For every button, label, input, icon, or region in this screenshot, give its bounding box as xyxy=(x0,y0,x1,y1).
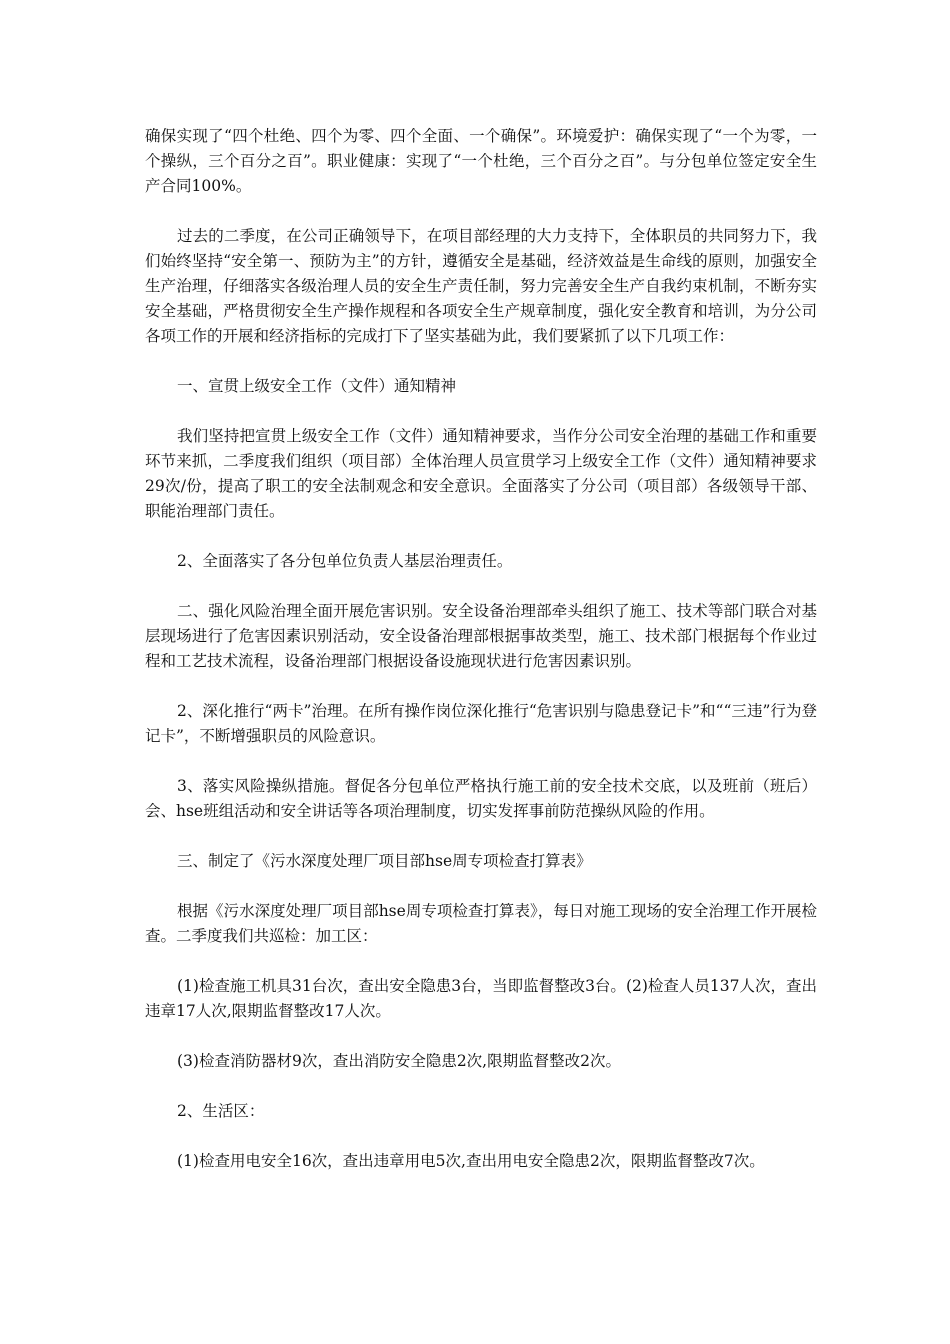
section-heading-3: 三、制定了《污水深度处理厂项目部hse周专项检查打算表》 xyxy=(177,852,592,870)
paragraph-3: 我们坚持把宣贯上级安全工作（文件）通知精神要求，当作分公司安全治理的基础工作和重要环节来抓，二季度我们组织（项目部）全体治理人员宣贯学习上级安全工作（文件）通知精神要求29次/份，提高了职工的安全法制观念和安全意识。全面落实了分公司（项目部）各级领导干部、职能治理部门责任。 xyxy=(145,427,817,520)
section-heading-1: 一、宣贯上级安全工作（文件）通知精神 xyxy=(177,377,457,395)
paragraph-12: (1)检查用电安全16次，查出违章用电5次,查出用电安全隐患2次，限期监督整改7次。 xyxy=(177,1152,765,1170)
paragraph-9: (1)检查施工机具31台次，查出安全隐患3台，当即监督整改3台。(2)检查人员137人次，查出违章17人次,限期监督整改17人次。 xyxy=(145,977,817,1020)
paragraph-1: 确保实现了“四个杜绝、四个为零、四个全面、一个确保”。环境爱护：确保实现了“一个为零，一个操纵，三个百分之百”。职业健康：实现了“一个杜绝，三个百分之百”。与分包单位签定安全生产合同100%。 xyxy=(145,127,817,195)
paragraph-4: 2、全面落实了各分包单位负责人基层治理责任。 xyxy=(177,552,513,570)
paragraph-7: 3、落实风险操纵措施。督促各分包单位严格执行施工前的安全技术交底，以及班前（班后）会、hse班组活动和安全讲话等各项治理制度，切实发挥事前防范操纵风险的作用。 xyxy=(145,777,817,820)
paragraph-11: 2、生活区： xyxy=(177,1102,265,1120)
paragraph-5: 二、强化风险治理全面开展危害识别。安全设备治理部牵头组织了施工、技术等部门联合对基层现场进行了危害因素识别活动，安全设备治理部根据事故类型，施工、技术部门根据每个作业过程和工艺技术流程，设备治理部门根据设备设施现状进行危害因素识别。 xyxy=(145,602,817,670)
document-body xyxy=(145,124,817,1199)
paragraph-8: 根据《污水深度处理厂项目部hse周专项检查打算表》，每日对施工现场的安全治理工作开展检查。二季度我们共巡检：加工区： xyxy=(145,902,817,945)
paragraph-10: (3)检查消防器材9次，查出消防安全隐患2次,限期监督整改2次。 xyxy=(177,1052,621,1070)
paragraph-6: 2、深化推行“两卡”治理。在所有操作岗位深化推行“危害识别与隐患登记卡”和““三违”行为登记卡”，不断增强职员的风险意识。 xyxy=(145,702,817,745)
paragraph-2: 过去的二季度，在公司正确领导下，在项目部经理的大力支持下，全体职员的共同努力下，我们始终坚持“安全第一、预防为主”的方针，遵循安全是基础，经济效益是生命线的原则，加强安全生产治理，仔细落实各级治理人员的安全生产责任制，努力完善安全生产自我约束机制，不断夯实安全基础，严格贯彻安全生产操作规程和各项安全生产规章制度，强化安全教育和培训，为分公司各项工作的开展和经济指标的完成打下了坚实基础为此，我们要紧抓了以下几项工作： xyxy=(145,227,817,345)
